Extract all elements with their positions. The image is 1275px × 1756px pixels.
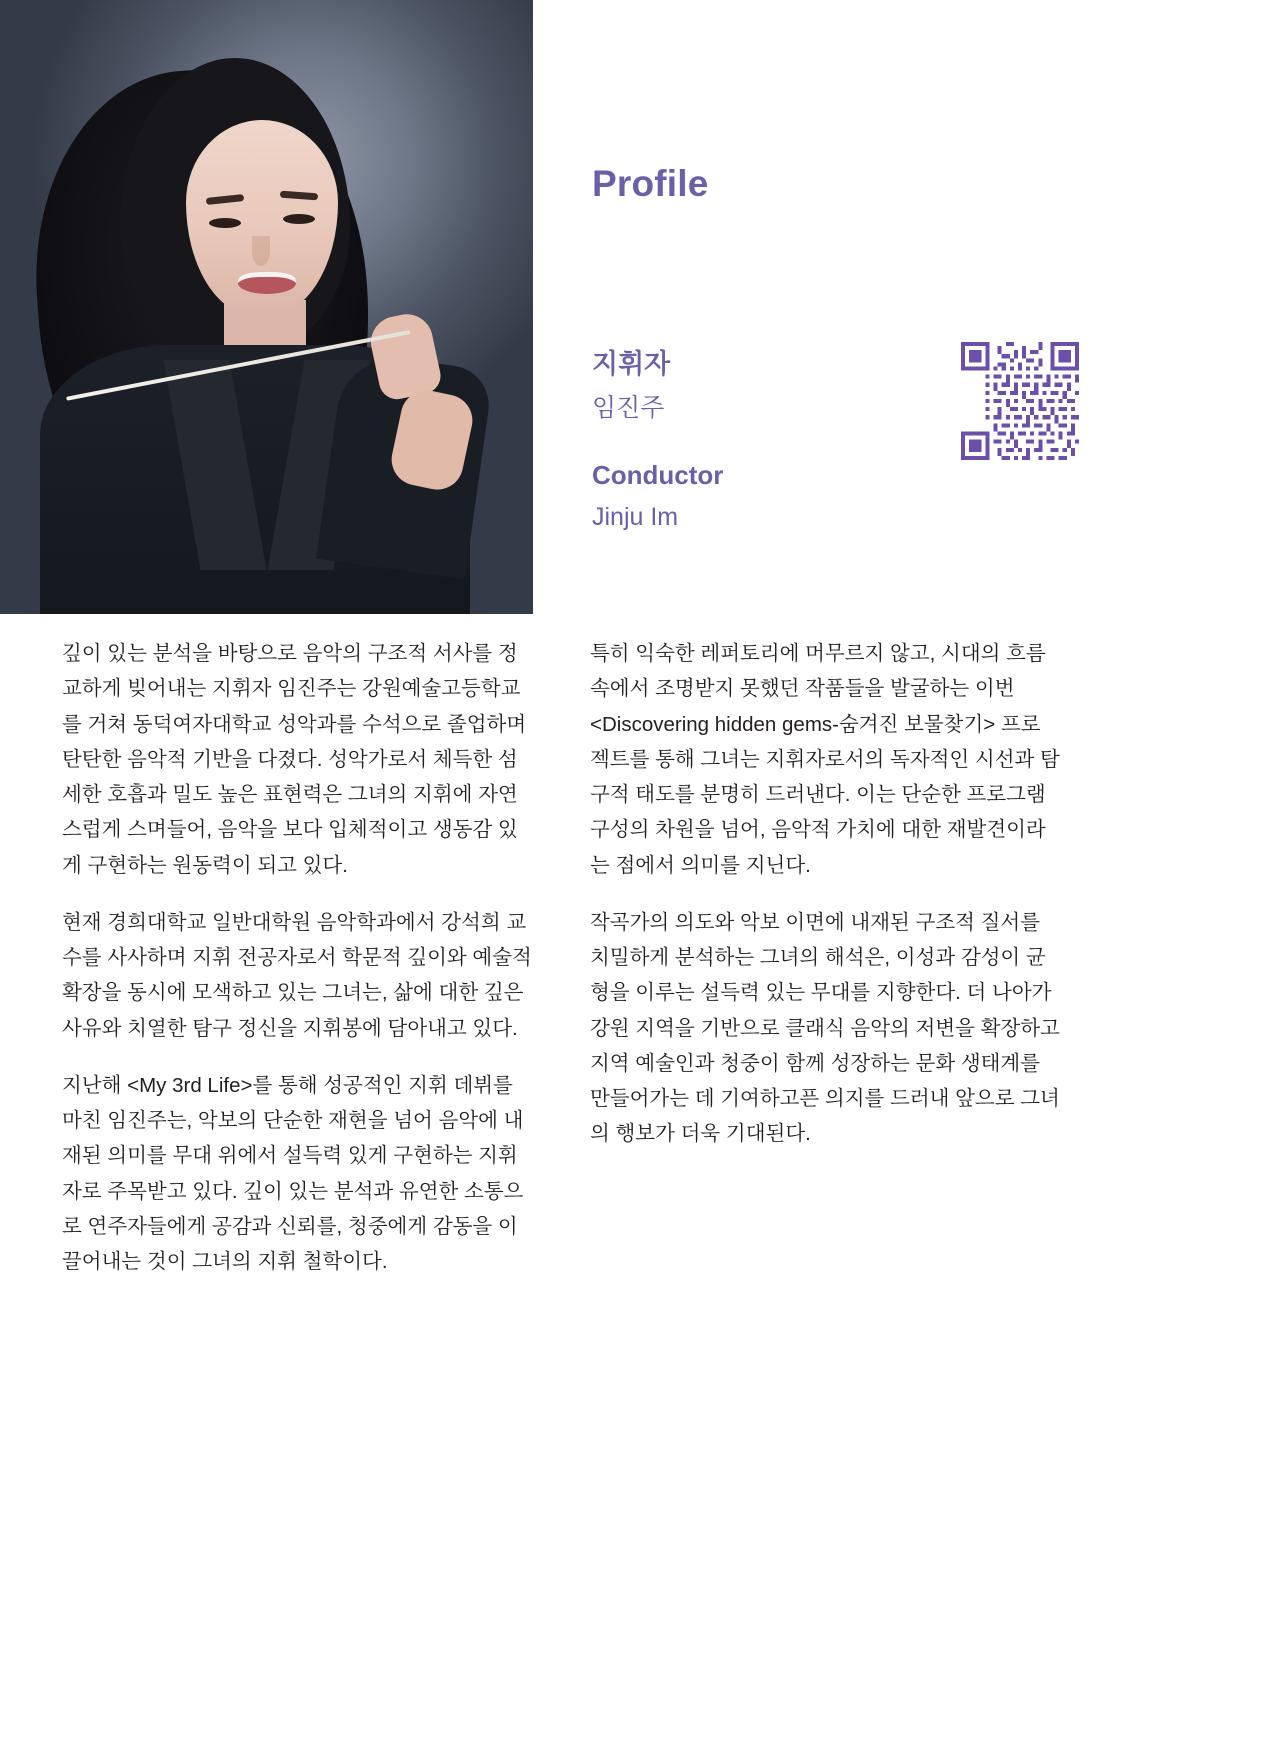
- portrait-mouth: [238, 272, 296, 294]
- portrait-eye-left: [209, 218, 241, 228]
- conductor-portrait: [0, 0, 533, 614]
- biography-column-right: [590, 636, 1060, 1152]
- role-label-english: Conductor: [592, 460, 724, 490]
- role-label-korean: 지휘자: [592, 349, 671, 379]
- paragraph: 지난해 <My 3rd Life>를 통해 성공적인 지휘 데뷔를 마친 임진주는, 악보의 단순한 재현을 넘어 음악에 내재된 의미를 무대 위에서 설득력 있게 구현하는 지휘자로 주목받고 있다. 깊이 있는 분석과 유연한 소통으로 연주자들에게 공감과 신뢰를, 청중에게 감동을 이끌어내는 것이 그녀의 지휘 철학이다.: [62, 1073, 524, 1273]
- qr-code-icon[interactable]: [961, 342, 1079, 460]
- paragraph: 현재 경희대학교 일반대학원 음악학과에서 강석희 교수를 사사하며 지휘 전공자로서 학문적 깊이와 예술적 확장을 동시에 모색하고 있는 그녀는, 삶에 대한 깊은 사유와 치열한 탐구 정신을 지휘봉에 담아내고 있다.: [62, 910, 532, 1040]
- page-title: Profile: [592, 163, 709, 204]
- paragraph: 깊이 있는 분석을 바탕으로 음악의 구조적 서사를 정교하게 빚어내는 지휘자 임진주는 강원예술고등학교를 거쳐 동덕여자대학교 성악과를 수석으로 졸업하며 탄탄한 음악적 기반을 다졌다. 성악가로서 체득한 섬세한 호흡과 밀도 높은 표현력은 그녀의 지휘에 자연스럽게 스며들어, 음악을 보다 입체적이고 생동감 있게 구현하는 원동력이 되고 있다.: [62, 642, 527, 877]
- portrait-nose: [252, 236, 270, 266]
- biography-column-left: [62, 636, 532, 1279]
- conductor-name-korean: 임진주: [592, 394, 665, 422]
- qr-code-svg: [961, 342, 1079, 460]
- paragraph: 작곡가의 의도와 악보 이면에 내재된 구조적 질서를 치밀하게 분석하는 그녀의 해석은, 이성과 감성이 균형을 이루는 설득력 있는 무대를 지향한다. 더 나아가 강원 지역을 기반으로 클래식 음악의 저변을 확장하고 지역 예술인과 청중이 함께 성장하는 문화 생태계를 만들어가는 데 기여하고픈 의지를 드러내 앞으로 그녀의 행보가 더욱 기대된다.: [590, 910, 1060, 1146]
- portrait-eye-right: [283, 214, 315, 224]
- paragraph: 특히 익숙한 레퍼토리에 머무르지 않고, 시대의 흐름 속에서 조명받지 못했던 작품들을 발굴하는 이번 <Discovering hidden gems-숨겨진 보물찾기> 프로젝트를 통해 그녀는 지휘자로서의 독자적인 시선과 탐구적 태도를 분명히 드러낸다. 이는 단순한 프로그램 구성의 차원을 넘어, 음악적 가치에 대한 재발견이라는 점에서 의미를 지닌다.: [590, 642, 1060, 877]
- conductor-name-english: Jinju Im: [592, 503, 679, 531]
